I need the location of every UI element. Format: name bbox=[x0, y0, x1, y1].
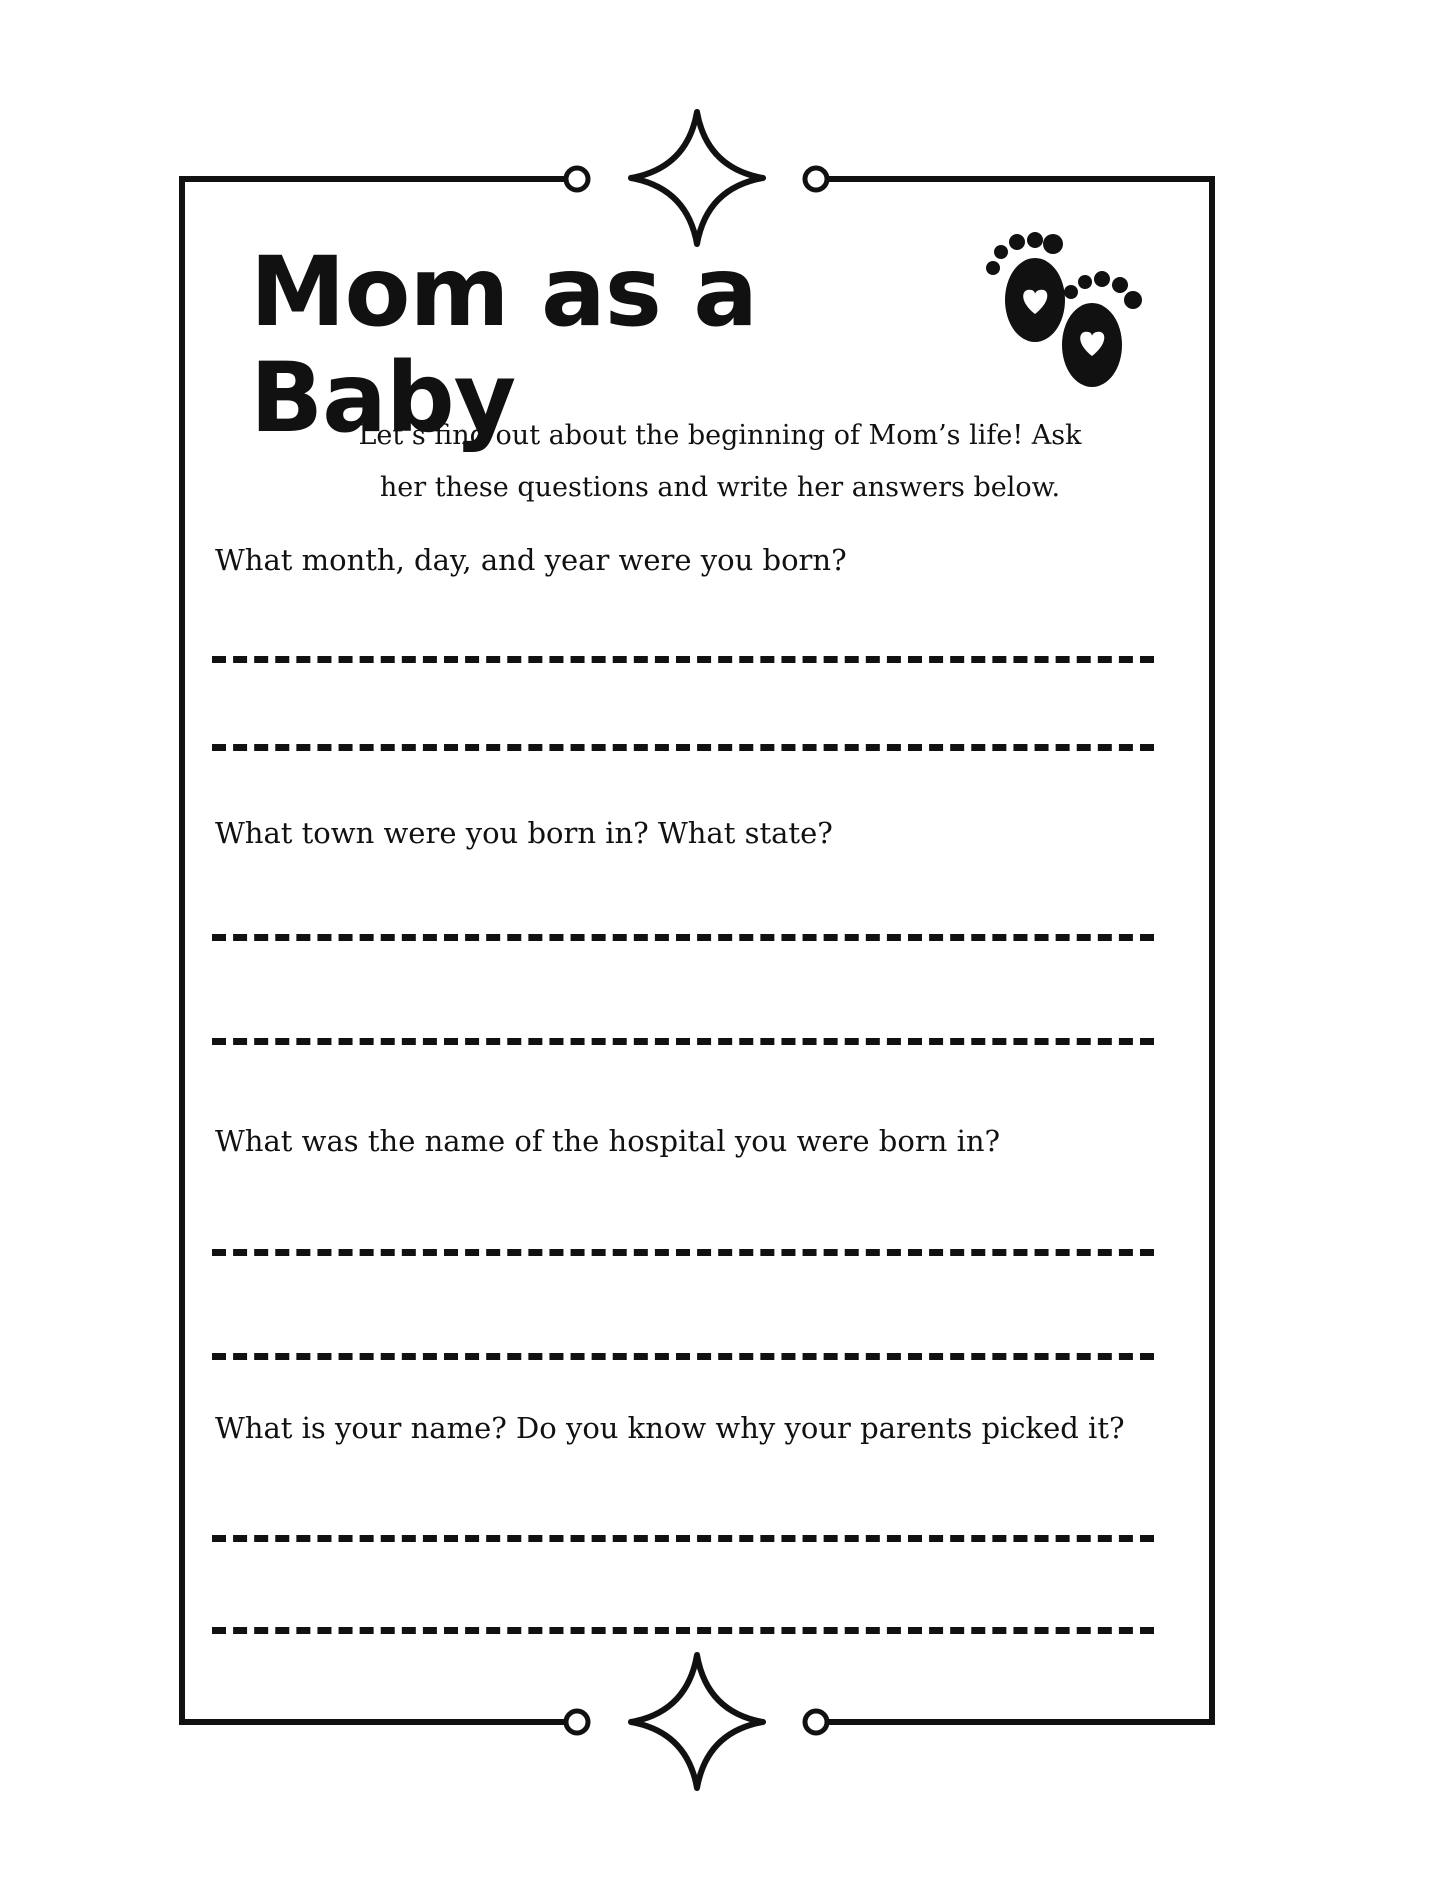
bottom-star-icon bbox=[631, 1655, 763, 1788]
worksheet-title: Mom as a Baby bbox=[250, 236, 758, 454]
circle-ornament-icon bbox=[805, 168, 827, 190]
intro-text bbox=[300, 410, 1140, 514]
circle-ornament-icon bbox=[566, 1711, 588, 1733]
answer-line[interactable] bbox=[212, 1353, 1154, 1360]
intro-line: Let’s find out about the beginning of Mom’s life! Ask bbox=[358, 420, 1082, 451]
intro-line: her these questions and write her answers below. bbox=[379, 472, 1061, 503]
circle-ornament-icon bbox=[566, 168, 588, 190]
answer-line[interactable] bbox=[212, 934, 1154, 941]
answer-line[interactable] bbox=[212, 1038, 1154, 1045]
question-4: What is your name? Do you know why your parents picked it? bbox=[215, 1411, 1125, 1445]
answer-line[interactable] bbox=[212, 1249, 1154, 1256]
circle-ornament-icon bbox=[805, 1711, 827, 1733]
answer-line[interactable] bbox=[212, 744, 1154, 751]
answer-line[interactable] bbox=[212, 1535, 1154, 1542]
top-star-icon bbox=[631, 112, 763, 244]
question-1: What month, day, and year were you born? bbox=[215, 543, 847, 577]
answer-line[interactable] bbox=[212, 1627, 1154, 1634]
question-3: What was the name of the hospital you were born in? bbox=[215, 1124, 1001, 1158]
question-2: What town were you born in? What state? bbox=[215, 816, 833, 850]
answer-line[interactable] bbox=[212, 656, 1154, 663]
baby-footprints-icon bbox=[975, 230, 1150, 405]
